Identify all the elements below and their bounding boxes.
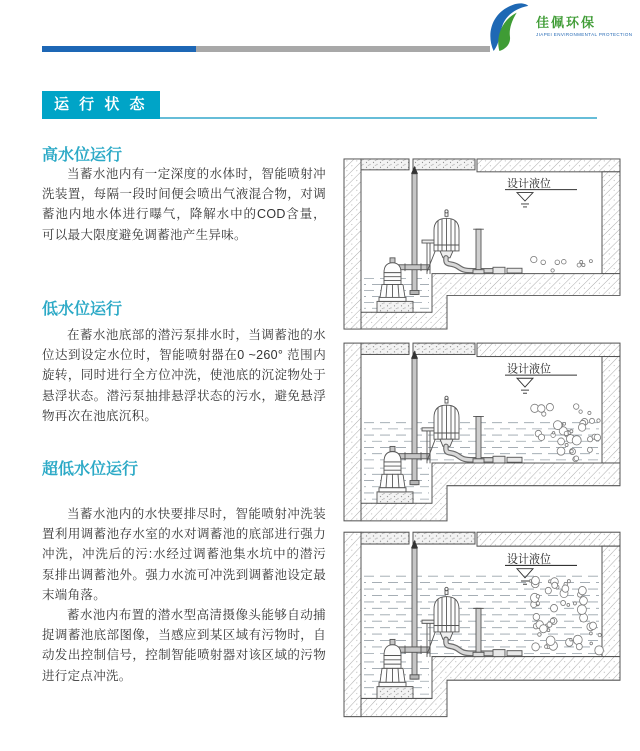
nozzle <box>493 456 505 463</box>
jet-flusher-dome <box>434 210 459 258</box>
jet-flusher-dome <box>434 396 459 446</box>
section-text-ultra-low-water <box>42 504 326 686</box>
svg-text:设计液位: 设计液位 <box>507 553 551 566</box>
paragraph: 当蓄水池内的水快要排尽时，智能喷射冲洗装置利用调蓄池存水室的水对调蓄池的底部进行强力冲洗，冲洗后的污:水经过调蓄池集水坑中的潜污泵排出调蓄池外。强力水流可冲洗到调蓄池设定最末端角落。 <box>42 507 326 602</box>
standpipe <box>476 229 481 270</box>
nozzle <box>507 268 522 273</box>
standpipe <box>476 608 481 652</box>
tank-cross-section-drawing <box>337 529 627 722</box>
logo-swoosh-icon <box>484 2 534 52</box>
nozzle <box>507 651 522 656</box>
paragraph: 蓄水池内布置的潜水型高清摄像头能够自动捕捉调蓄池底部图像，当感应到某区域有污物时，自动发出控制信号，控制智能喷射器对该区域的污物进行定点冲洗。 <box>42 608 326 683</box>
section-text-low-water <box>42 325 326 426</box>
nozzle <box>493 650 505 657</box>
standpipe <box>476 416 481 458</box>
water-level-icon <box>517 378 533 387</box>
bubbles <box>529 576 603 655</box>
section-text-high-water <box>42 164 326 245</box>
discharge-pipe <box>397 265 430 270</box>
design-level-label <box>503 361 581 394</box>
header-bar-blue <box>42 46 196 52</box>
riser-pipe <box>412 174 417 295</box>
tank-cross-section-drawing <box>337 156 627 334</box>
svg-text:设计液位: 设计液位 <box>507 178 551 191</box>
pump-pad <box>377 301 413 312</box>
discharge-pipe <box>397 454 430 459</box>
pump-pad <box>377 492 413 503</box>
discharge-pipe <box>397 647 430 652</box>
logo-company-name: 佳佩环保 <box>536 15 597 30</box>
svg-text:设计液位: 设计液位 <box>507 363 551 376</box>
design-level-label <box>503 550 581 584</box>
page-title: 运 行 状 态 <box>42 91 160 119</box>
section-heading-high-water: 高水位运行 <box>42 147 123 164</box>
nozzle <box>507 457 522 462</box>
bubbles <box>531 403 601 461</box>
logo-company-subname: JIAPEI ENVIRONMENTAL PROTECTION <box>536 32 633 37</box>
tank-cross-section-drawing <box>337 340 627 526</box>
bubbles <box>531 256 593 272</box>
diagram-ultra-low-water-level <box>337 529 627 722</box>
water-level-icon <box>517 193 533 201</box>
riser-pipe <box>412 359 417 485</box>
header-bar-gray <box>196 46 490 52</box>
paragraph: 在蓄水池底部的潜污泵排水时，当调蓄池的水位达到设定水位时，智能喷射器在0 ~260° 范围内旋转，同时进行全方位冲洗，使池底的沉淀物处于悬浮状态。潜污泵抽排悬浮状态的污水，避免悬浮物再次在池底沉积。 <box>42 328 326 423</box>
section-heading-ultra-low-water: 超低水位运行 <box>42 461 139 478</box>
design-level-label <box>503 176 581 207</box>
riser-pipe <box>412 548 417 679</box>
section-heading-low-water: 低水位运行 <box>42 301 123 318</box>
company-logo <box>484 2 634 52</box>
diagram-low-water-level <box>337 340 627 526</box>
pump-pad <box>377 687 413 699</box>
diagram-high-water-level <box>337 156 627 334</box>
nozzle <box>493 267 505 273</box>
paragraph: 当蓄水池内有一定深度的水体时，智能喷射冲洗装置，每隔一段时间便会喷出气液混合物，对调蓄池内地水体进行曝气，降解水中的COD含量，可以最大限度避免调蓄池产生异味。 <box>42 167 326 242</box>
